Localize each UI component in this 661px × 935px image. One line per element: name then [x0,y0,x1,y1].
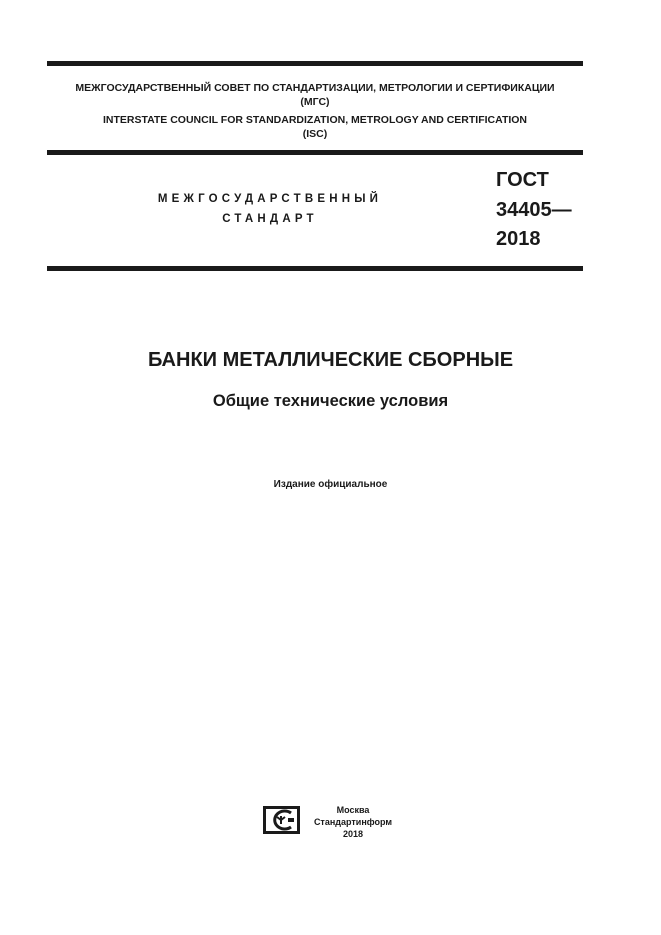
document-subtitle: Общие технические условия [212,392,449,410]
document-title: БАНКИ МЕТАЛЛИЧЕСКИЕ СБОРНЫЕ [147,349,514,371]
header-rule [47,150,583,155]
standard-type-line2: СТАНДАРТ [222,213,318,225]
gost-number: 34405— [496,199,572,221]
council-ru-abbr: (МГС) [300,96,330,108]
top-rule [47,61,583,66]
designation-rule [47,266,583,271]
standard-type-line1: МЕЖГОСУДАРСТВЕННЫЙ [157,193,383,205]
publisher-name: Стандартинформ [313,817,393,827]
standartinform-logo-icon [263,806,300,834]
council-ru [47,81,583,109]
council-en [47,113,583,141]
publisher-city: Москва [336,805,370,815]
edition-label: Издание официальное [273,479,388,490]
publisher-block [313,804,393,840]
council-ru-name: МЕЖГОСУДАРСТВЕННЫЙ СОВЕТ ПО СТАНДАРТИЗАЦИИ, МЕТРОЛОГИИ И СЕРТИФИКАЦИИ [75,82,555,94]
council-en-abbr: (ISC) [302,128,328,140]
gost-prefix: ГОСТ [496,169,549,191]
publisher-year: 2018 [342,829,364,839]
gost-year: 2018 [496,228,541,250]
council-en-name: INTERSTATE COUNCIL FOR STANDARDIZATION, METROLOGY AND CERTIFICATION [102,114,528,126]
